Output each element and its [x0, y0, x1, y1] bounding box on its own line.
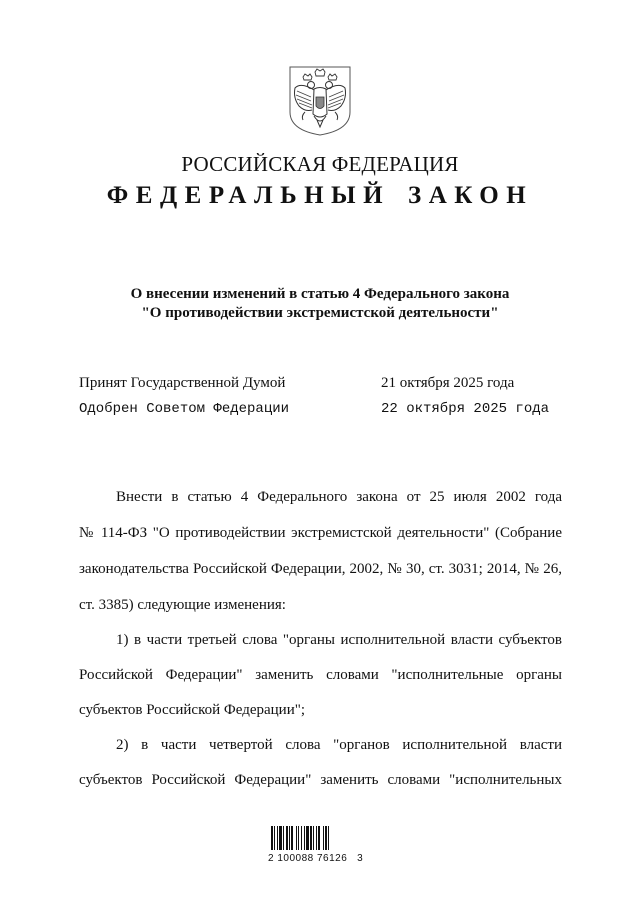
body-text-line: субъектов Российской Федерации"; — [79, 702, 306, 718]
coat-of-arms-icon — [287, 64, 353, 137]
law-type-word2: ЗАКОН — [408, 182, 534, 209]
council-approval-label: Одобрен Советом Федерации — [79, 401, 290, 417]
body-text-line: 1) в части третьей слова "органы исполнительной власти субъектов — [116, 632, 562, 648]
document-type — [0, 182, 640, 210]
council-approval-date: 22 октября 2025 года — [381, 401, 550, 417]
body-text-line: ст. 3385) следующие изменения: — [79, 597, 286, 613]
law-type-word1: ФЕДЕРАЛЬНЫЙ — [106, 182, 391, 209]
country-name: РОССИЙСКАЯ ФЕДЕРАЦИЯ — [181, 152, 459, 176]
body-text-line: Российской Федерации" заменить словами "исполнительные органы — [79, 667, 562, 683]
duma-adoption-label: Принят Государственной Думой — [79, 375, 286, 391]
body-text-line: 2) в части четвертой слова "органов исполнительной власти — [116, 737, 562, 753]
body-text-line: Внести в статью 4 Федерального закона от 25 июля 2002 года — [116, 489, 562, 505]
barcode-icon — [271, 826, 349, 850]
body-text-line: законодательства Российской Федерации, 2002, № 30, ст. 3031; 2014, № 26, — [79, 561, 562, 577]
body-text-line: № 114-ФЗ "О противодействии экстремистской деятельности" (Собрание — [79, 525, 562, 541]
body-text-line: субъектов Российской Федерации" заменить словами "исполнительных — [79, 772, 562, 788]
law-title-line2: "О противодействии экстремистской деятельности" — [141, 305, 499, 321]
law-title-line1: О внесении изменений в статью 4 Федерального закона — [130, 286, 510, 302]
duma-adoption-date: 21 октября 2025 года — [381, 375, 515, 391]
barcode-number: 2 100088 76126 3 — [268, 853, 364, 864]
